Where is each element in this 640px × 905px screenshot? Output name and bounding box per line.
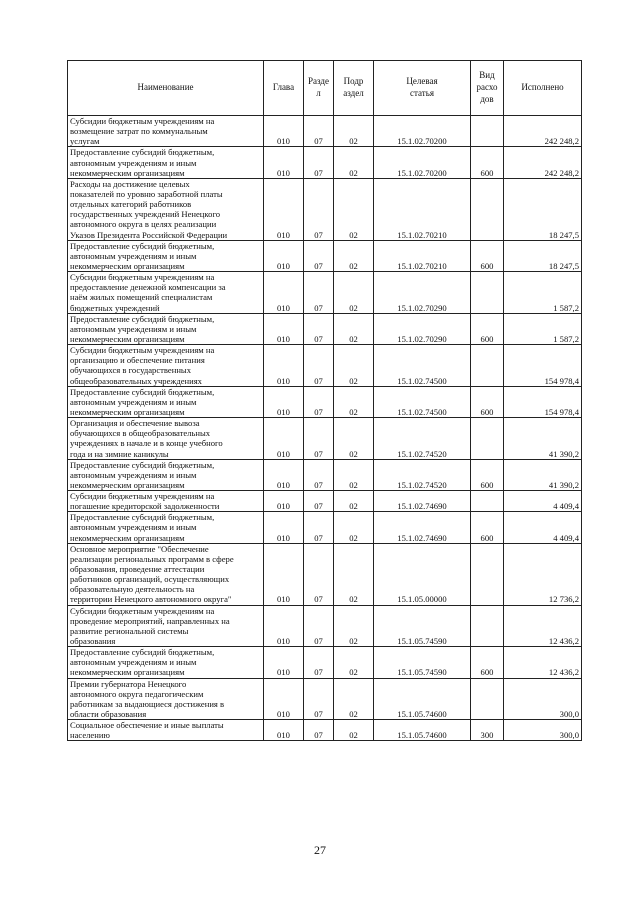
row-glava: 010 xyxy=(264,543,304,605)
row-glava: 010 xyxy=(264,345,304,387)
row-glava: 010 xyxy=(264,240,304,271)
row-amount: 300,0 xyxy=(504,678,582,720)
row-podrazdel: 02 xyxy=(334,313,374,344)
row-name: Субсидии бюджетным учреждениям на возмещение затрат по коммунальным услугам xyxy=(68,116,264,147)
table-row xyxy=(68,605,582,647)
row-razdel: 07 xyxy=(304,313,334,344)
row-name: Предоставление субсидий бюджетным, автономным учреждениям и иным некоммерческим организациям xyxy=(68,147,264,178)
row-podrazdel: 02 xyxy=(334,678,374,720)
row-name: Социальное обеспечение и иные выплаты населению xyxy=(68,720,264,741)
row-vid xyxy=(471,272,504,314)
table-row xyxy=(68,512,582,543)
row-amount: 1 587,2 xyxy=(504,313,582,344)
row-name: Предоставление субсидий бюджетным, автономным учреждениям и иным некоммерческим организациям xyxy=(68,313,264,344)
row-target: 15.1.05.74590 xyxy=(374,605,471,647)
header-glava: Глава xyxy=(264,61,304,116)
table-row xyxy=(68,418,582,460)
table-row xyxy=(68,272,582,314)
header-row xyxy=(68,61,582,116)
row-target: 15.1.02.70290 xyxy=(374,313,471,344)
row-target: 15.1.02.74500 xyxy=(374,345,471,387)
row-target: 15.1.02.70200 xyxy=(374,116,471,147)
row-amount: 41 390,2 xyxy=(504,418,582,460)
row-vid: 600 xyxy=(471,512,504,543)
row-glava: 010 xyxy=(264,178,304,240)
table-row xyxy=(68,240,582,271)
row-amount: 154 978,4 xyxy=(504,386,582,417)
row-razdel: 07 xyxy=(304,647,334,678)
row-razdel: 07 xyxy=(304,386,334,417)
row-glava: 010 xyxy=(264,147,304,178)
row-podrazdel: 02 xyxy=(334,345,374,387)
row-amount: 154 978,4 xyxy=(504,345,582,387)
row-podrazdel: 02 xyxy=(334,459,374,490)
row-razdel: 07 xyxy=(304,418,334,460)
row-glava: 010 xyxy=(264,512,304,543)
row-razdel: 07 xyxy=(304,512,334,543)
row-target: 15.1.02.70200 xyxy=(374,147,471,178)
row-razdel: 07 xyxy=(304,459,334,490)
row-name: Расходы на достижение целевых показателей по уровню заработной платы отдельных категорий работников государственных учреждений Ненецкого автономного округа в целях реализации Указов Президента Российской Федерации xyxy=(68,178,264,240)
table-row xyxy=(68,543,582,605)
row-podrazdel: 02 xyxy=(334,418,374,460)
row-amount: 12 436,2 xyxy=(504,605,582,647)
row-target: 15.1.02.74690 xyxy=(374,491,471,512)
row-glava: 010 xyxy=(264,720,304,741)
row-name: Предоставление субсидий бюджетным, автономным учреждениям и иным некоммерческим организациям xyxy=(68,459,264,490)
row-razdel: 07 xyxy=(304,272,334,314)
row-podrazdel: 02 xyxy=(334,512,374,543)
row-name: Организация и обеспечение вывоза обучающихся в общеобразовательных учреждениях в начале и в конце учебного года и на зимние каникулы xyxy=(68,418,264,460)
row-amount: 41 390,2 xyxy=(504,459,582,490)
row-razdel: 07 xyxy=(304,543,334,605)
table-row xyxy=(68,459,582,490)
row-vid: 600 xyxy=(471,459,504,490)
table-row xyxy=(68,147,582,178)
row-podrazdel: 02 xyxy=(334,386,374,417)
row-vid: 600 xyxy=(471,240,504,271)
table-row xyxy=(68,313,582,344)
table-row xyxy=(68,647,582,678)
row-target: 15.1.02.74520 xyxy=(374,459,471,490)
row-glava: 010 xyxy=(264,386,304,417)
row-amount: 18 247,5 xyxy=(504,240,582,271)
row-vid: 600 xyxy=(471,386,504,417)
row-target: 15.1.05.00000 xyxy=(374,543,471,605)
row-glava: 010 xyxy=(264,459,304,490)
row-vid xyxy=(471,605,504,647)
row-podrazdel: 02 xyxy=(334,491,374,512)
table-row xyxy=(68,178,582,240)
row-target: 15.1.05.74600 xyxy=(374,678,471,720)
row-glava: 010 xyxy=(264,678,304,720)
row-name: Предоставление субсидий бюджетным, автономным учреждениям и иным некоммерческим организациям xyxy=(68,512,264,543)
row-target: 15.1.02.70290 xyxy=(374,272,471,314)
row-name: Предоставление субсидий бюджетным, автономным учреждениям и иным некоммерческим организациям xyxy=(68,240,264,271)
row-target: 15.1.02.74520 xyxy=(374,418,471,460)
row-glava: 010 xyxy=(264,605,304,647)
header-target: Целевая статья xyxy=(374,61,471,116)
row-podrazdel: 02 xyxy=(334,605,374,647)
header-name: Наименование xyxy=(68,61,264,116)
table-row xyxy=(68,678,582,720)
row-glava: 010 xyxy=(264,116,304,147)
row-podrazdel: 02 xyxy=(334,178,374,240)
row-amount: 12 436,2 xyxy=(504,647,582,678)
row-razdel: 07 xyxy=(304,491,334,512)
row-vid xyxy=(471,178,504,240)
row-vid: 300 xyxy=(471,720,504,741)
row-amount: 1 587,2 xyxy=(504,272,582,314)
row-glava: 010 xyxy=(264,418,304,460)
row-name: Премии губернатора Ненецкого автономного округа педагогическим работникам за выдающиеся достижения в области образования xyxy=(68,678,264,720)
row-podrazdel: 02 xyxy=(334,147,374,178)
row-podrazdel: 02 xyxy=(334,647,374,678)
row-target: 15.1.02.74500 xyxy=(374,386,471,417)
row-vid xyxy=(471,543,504,605)
row-name: Субсидии бюджетным учреждениям на предоставление денежной компенсации за наём жилых помещений специалистам бюджетных учреждений xyxy=(68,272,264,314)
row-razdel: 07 xyxy=(304,720,334,741)
row-podrazdel: 02 xyxy=(334,272,374,314)
row-name: Предоставление субсидий бюджетным, автономным учреждениям и иным некоммерческим организациям xyxy=(68,386,264,417)
row-razdel: 07 xyxy=(304,678,334,720)
row-name: Субсидии бюджетным учреждениям на проведение мероприятий, направленных на развитие региональной системы образования xyxy=(68,605,264,647)
row-target: 15.1.05.74600 xyxy=(374,720,471,741)
row-vid xyxy=(471,418,504,460)
table-row xyxy=(68,345,582,387)
row-razdel: 07 xyxy=(304,116,334,147)
row-target: 15.1.02.70210 xyxy=(374,240,471,271)
row-vid: 600 xyxy=(471,313,504,344)
row-vid: 600 xyxy=(471,647,504,678)
row-razdel: 07 xyxy=(304,178,334,240)
row-glava: 010 xyxy=(264,491,304,512)
header-vid: Вид расхо дов xyxy=(471,61,504,116)
row-name: Субсидии бюджетным учреждениям на организацию и обеспечение питания обучающихся в государственных общеобразовательных учреждениях xyxy=(68,345,264,387)
row-vid xyxy=(471,345,504,387)
row-amount: 300,0 xyxy=(504,720,582,741)
row-podrazdel: 02 xyxy=(334,240,374,271)
row-razdel: 07 xyxy=(304,240,334,271)
table-row xyxy=(68,720,582,741)
header-done: Исполнено xyxy=(504,61,582,116)
table-row xyxy=(68,116,582,147)
budget-table xyxy=(67,60,582,741)
row-name: Субсидии бюджетным учреждениям на погашение кредиторской задолженности xyxy=(68,491,264,512)
row-amount: 242 248,2 xyxy=(504,116,582,147)
row-vid xyxy=(471,678,504,720)
row-glava: 010 xyxy=(264,313,304,344)
row-amount: 4 409,4 xyxy=(504,512,582,543)
row-name: Основное мероприятие "Обеспечение реализации региональных программ в сфере образования, проведение аттестации работников организаций, осуществляющих образовательную деятельность на территории Ненецкого автономного округа" xyxy=(68,543,264,605)
page-number: 27 xyxy=(314,843,326,857)
table-row xyxy=(68,491,582,512)
header-podrazdel: Подр аздел xyxy=(334,61,374,116)
row-podrazdel: 02 xyxy=(334,116,374,147)
row-razdel: 07 xyxy=(304,147,334,178)
row-razdel: 07 xyxy=(304,605,334,647)
row-target: 15.1.02.70210 xyxy=(374,178,471,240)
row-podrazdel: 02 xyxy=(334,543,374,605)
row-amount: 12 736,2 xyxy=(504,543,582,605)
row-glava: 010 xyxy=(264,272,304,314)
table-row xyxy=(68,386,582,417)
row-glava: 010 xyxy=(264,647,304,678)
row-amount: 242 248,2 xyxy=(504,147,582,178)
row-name: Предоставление субсидий бюджетным, автономным учреждениям и иным некоммерческим организациям xyxy=(68,647,264,678)
header-razdel: Разде л xyxy=(304,61,334,116)
row-target: 15.1.02.74690 xyxy=(374,512,471,543)
row-razdel: 07 xyxy=(304,345,334,387)
row-vid xyxy=(471,116,504,147)
row-amount: 18 247,5 xyxy=(504,178,582,240)
row-target: 15.1.05.74590 xyxy=(374,647,471,678)
row-amount: 4 409,4 xyxy=(504,491,582,512)
row-vid xyxy=(471,491,504,512)
row-vid: 600 xyxy=(471,147,504,178)
row-podrazdel: 02 xyxy=(334,720,374,741)
